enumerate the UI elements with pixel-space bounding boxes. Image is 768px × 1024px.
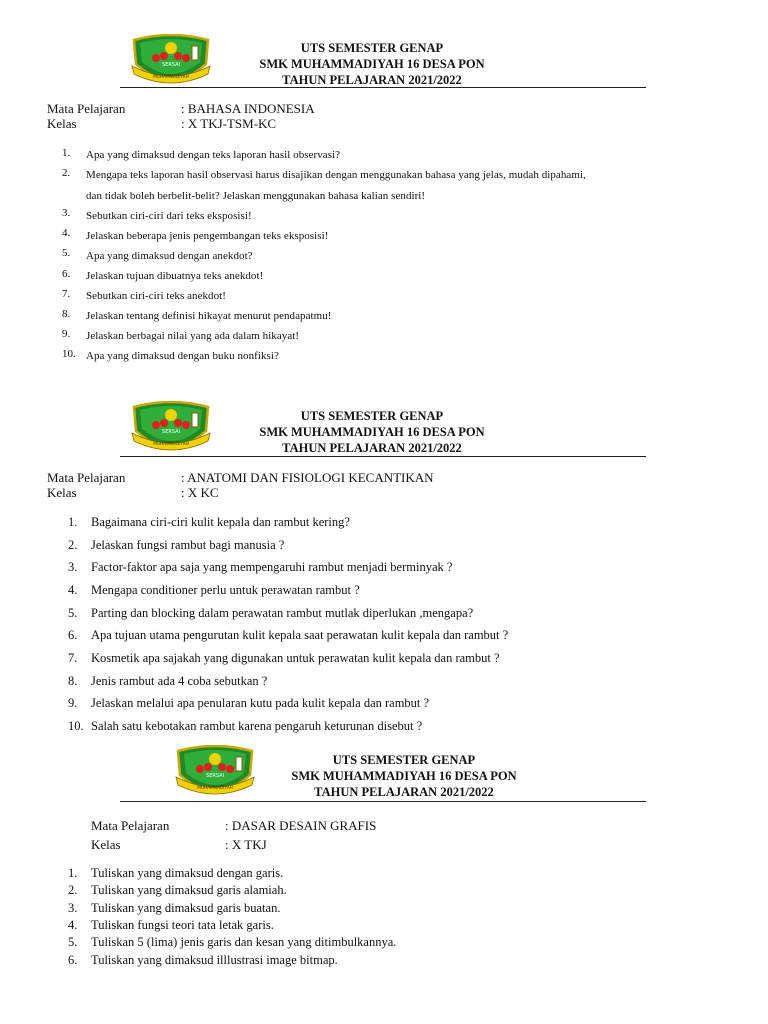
exam-header: UTS SEMESTER GENAP SMK MUHAMMADIYAH 16 DESA PON TAHUN PELAJARAN 2021/2022 xyxy=(291,753,517,799)
svg-text:SERSAI: SERSAI xyxy=(162,62,180,68)
school-logo xyxy=(172,745,258,791)
subject-info: Mata Pelajaran : BAHASA INDONESIA Kelas : X TKJ-TSM-KC xyxy=(47,101,315,131)
svg-text:MUHAMMADIYAH: MUHAMMADIYAH xyxy=(153,74,189,79)
subject-info: Mata Pelajaran : ANATOMI DAN FISIOLOGI KECANTIKAN Kelas : X KC xyxy=(47,470,434,500)
header-divider xyxy=(120,87,646,88)
header-divider xyxy=(120,456,646,457)
svg-text:MUHAMMADIYAH: MUHAMMADIYAH xyxy=(153,441,189,446)
header-divider xyxy=(120,801,646,802)
svg-text:MUHAMMADIYAH: MUHAMMADIYAH xyxy=(197,785,233,790)
school-logo xyxy=(128,401,214,447)
exam-header: UTS SEMESTER GENAP SMK MUHAMMADIYAH 16 DESA PON TAHUN PELAJARAN 2021/2022 xyxy=(259,41,485,87)
exam-header: UTS SEMESTER GENAP SMK MUHAMMADIYAH 16 DESA PON TAHUN PELAJARAN 2021/2022 xyxy=(259,409,485,455)
subject-info: Mata Pelajaran : DASAR DESAIN GRAFIS Kelas : X TKJ xyxy=(91,818,377,852)
school-logo xyxy=(128,34,214,80)
svg-text:SERSAI: SERSAI xyxy=(206,773,224,779)
svg-text:SERSAI: SERSAI xyxy=(162,429,180,435)
